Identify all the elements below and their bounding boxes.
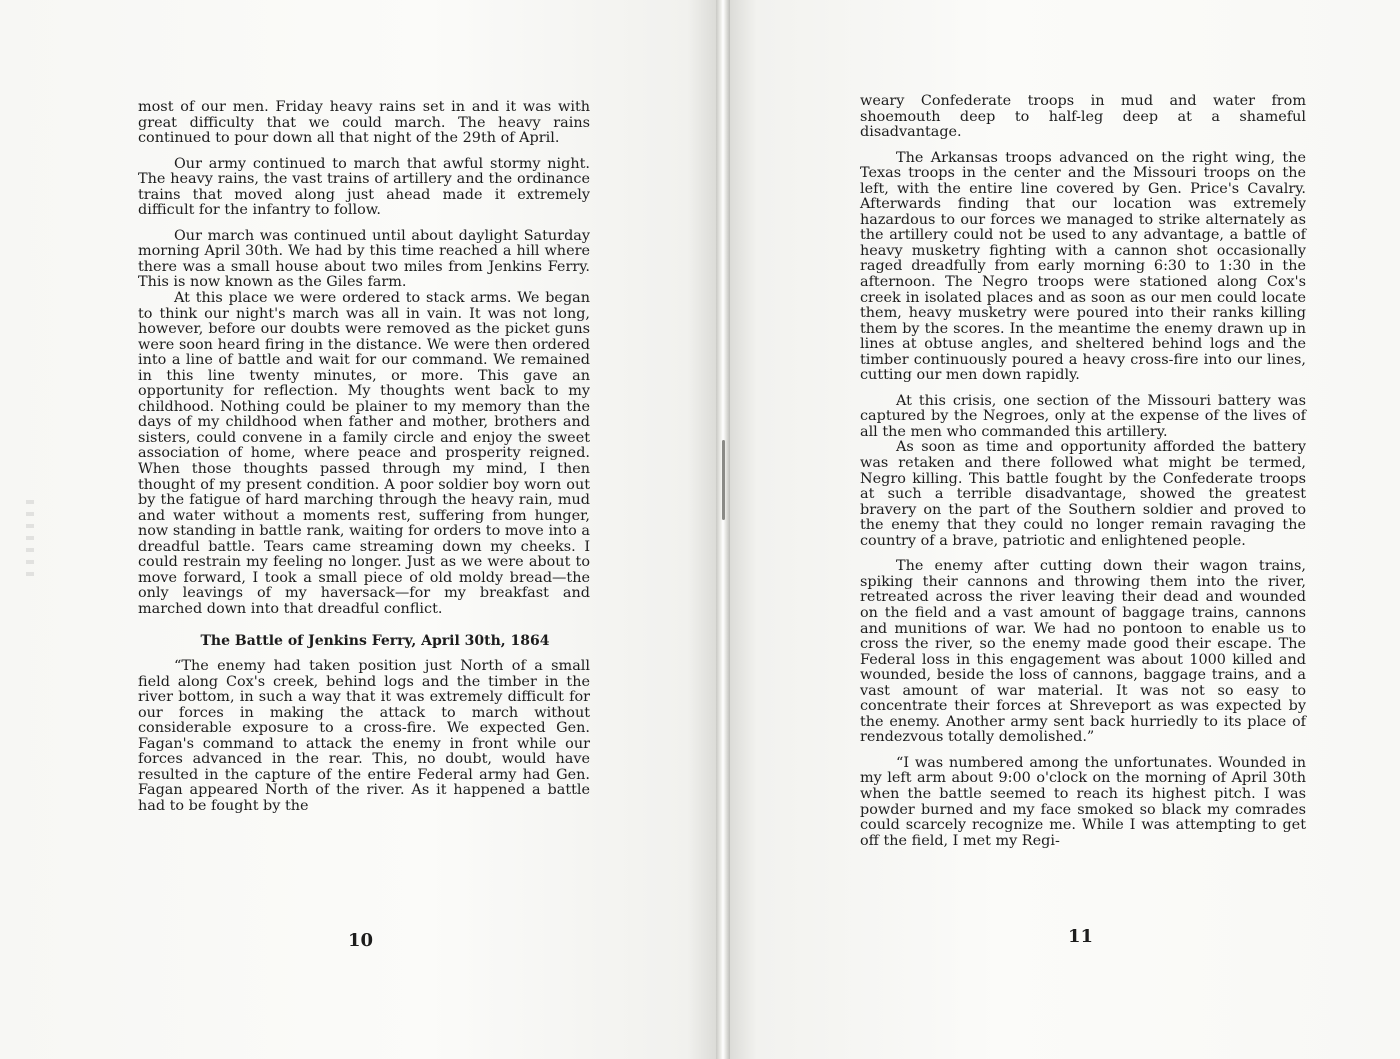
- right-paragraph-6: “I was numbered among the unfortunates. Wounded in my left arm about 9:00 o'clock on the morning of April 30th when the battle seemed to reach its highest pitch. I was powder burned and my face smoked so black my comrades could scarcely recognize me. While I was attempting to get off the field, I met my Regi-: [860, 754, 1306, 849]
- right-paragraph-4: As soon as time and opportunity afforded the battery was retaken and there followed what might be termed, Negro killing. This battle fought by the Confederate troops at such a terrible disadvantage, showed the greatest bravery on the part of the Southern soldier and proved to the enemy that they could no longer remain ravaging the country of a brave, patriotic and enlightened people.: [860, 439, 1306, 549]
- show-through-marks: [26, 500, 34, 580]
- left-paragraph-5: “The enemy had taken position just North of a small field along Cox's creek, behind logs and the timber in the river bottom, in such a way that it was extremely difficult for our forces in making the attack to march without considerable exposure to a cross-fire. We expected Gen. Fagan's command to attack the enemy in front while our forces advanced in the rear. This, no doubt, would have resulted in the capture of the entire Federal army had Gen. Fagan appeared North of the river. As it happened a battle had to be fought by the: [138, 658, 590, 814]
- right-paragraph-3: At this crisis, one section of the Missouri battery was captured by the Negroes, only at the expense of the lives of all the men who commanded this artillery.: [860, 392, 1306, 440]
- right-page-text: [860, 94, 1306, 849]
- left-paragraph-4: At this place we were ordered to stack arms. We began to think our night's march was all in vain. It was not long, however, before our doubts were removed as the picket guns were soon heard firing in the distance. We were then ordered into a line of battle and wait for our command. We remained in this line twenty minutes, or more. This gave an opportunity for reflection. My thoughts went back to my childhood. Nothing could be plainer to my memory than the days of my childhood when father and mother, brothers and sisters, could convene in a family circle and enjoy the sweet association of home, where peace and prosperity reigned. When those thoughts passed through my mind, I then thought of my present condition. A poor soldier boy worn out by the fatigue of hard marching through the heavy rain, mud and water without a moments rest, suffering from hunger, now standing in battle rank, waiting for orders to move into a dreadful battle. Tears came streaming down my cheeks. I could restrain my feeling no longer. Just as we were about to move forward, I took a small piece of old moldy bread—the only leavings of my haversack—for my breakfast and marched down into that dreadful conflict.: [138, 290, 590, 617]
- section-heading: The Battle of Jenkins Ferry, April 30th, 1864: [200, 632, 550, 649]
- left-paragraph-2: Our army continued to march that awful stormy night. The heavy rains, the vast trains of artillery and the ordinance trains that moved along just ahead made it extremely difficult for the infantry to follow.: [138, 155, 590, 219]
- right-paragraph-2: The Arkansas troops advanced on the right wing, the Texas troops in the center and the Missouri troops on the left, with the entire line covered by Gen. Price's Cavalry. Afterwards finding that our location was extremely hazardous to our forces we managed to strike alternately as the artillery could not be used to any advantage, a battle of heavy musketry fighting with a cannon shot occasionally raged dreadfully from early morning 6:30 to 1:30 in the afternoon. The Negro troops were stationed along Cox's creek in isolated places and as soon as our men could locate them, heavy musketry were poured into their ranks killing them by the scores. In the meantime the enemy drawn up in lines at obtuse angles, and sheltered behind logs and the timber continuously poured a heavy cross-fire into our lines, cutting our men down rapidly.: [860, 149, 1306, 384]
- left-paragraph-3: Our march was continued until about daylight Saturday morning April 30th. We had by this time reached a hill where there was a small house about two miles from Jenkins Ferry. This is now known as the Giles farm.: [138, 227, 590, 291]
- left-page-text: [138, 100, 590, 815]
- right-paragraph-5: The enemy after cutting down their wagon trains, spiking their cannons and throwing them into the river, retreated across the river leaving their dead and wounded on the field and a vast amount of baggage trains, cannons and munitions of war. We had no pontoon to enable us to cross the river, so the enemy made good their escape. The Federal loss in this engagement was about 1000 killed and wounded, beside the loss of cannons, baggage trains, and a vast amount of war material. It was not so easy to concentrate their forces at Shreveport as was expected by the enemy. Another army sent back hurriedly to its place of rendezvous totally demolished.”: [860, 558, 1306, 746]
- binding-crease: [722, 440, 725, 520]
- right-paragraph-1: weary Confederate troops in mud and water from shoemouth deep to half-leg deep at a shameful disadvantage.: [860, 93, 1306, 141]
- page-number-left: 10: [348, 930, 374, 951]
- book-gutter: [716, 0, 730, 1059]
- left-paragraph-1: most of our men. Friday heavy rains set in and it was with great difficulty that we could march. The heavy rains continued to pour down all that night of the 29th of April.: [138, 99, 590, 147]
- page-number-right: 11: [1068, 926, 1094, 947]
